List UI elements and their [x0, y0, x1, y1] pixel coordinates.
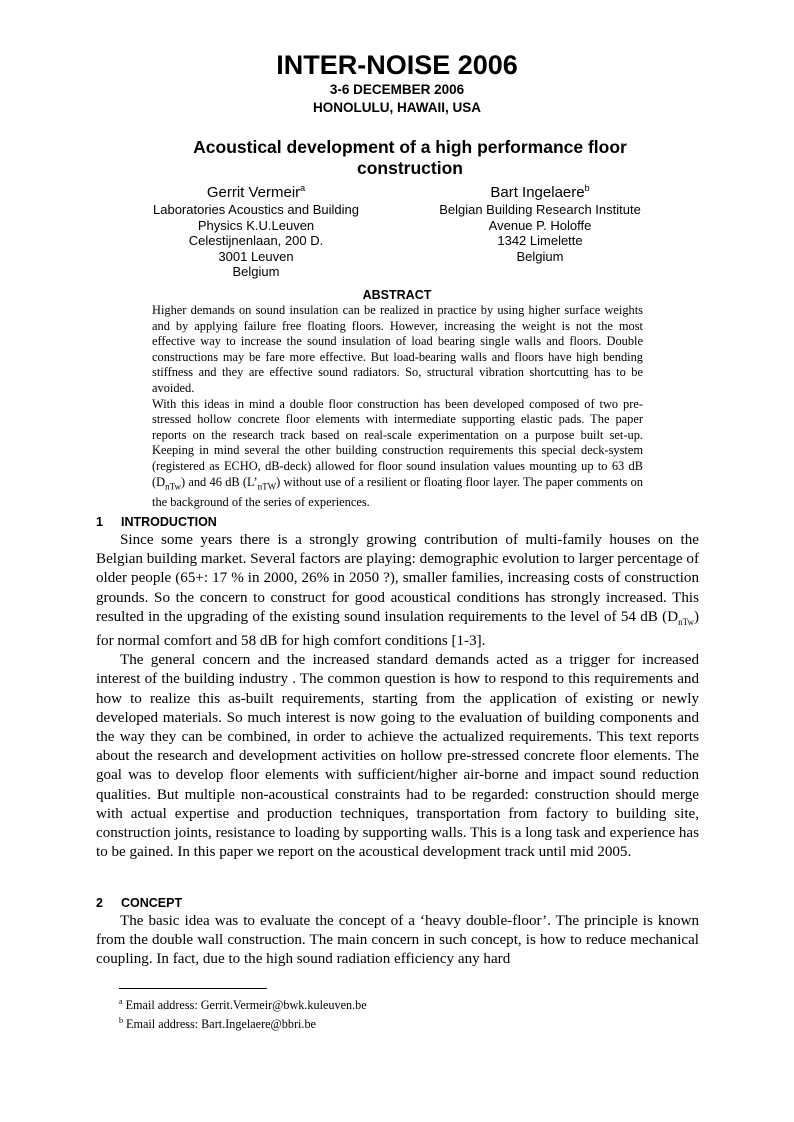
footnote-a: $^a$ Email address: Gerrit.Vermeir@bwk.kuleuven.be [119, 997, 367, 1013]
affiliation-line: Avenue P. Holoffe [488, 217, 592, 233]
abstract-heading: ABSTRACT [362, 288, 432, 302]
affiliation-line: Belgium [516, 248, 564, 264]
section-number: 2 [96, 896, 103, 910]
section-body-concept [96, 912, 699, 970]
author-name-2: Bart Ingelaere$^b$ [490, 183, 590, 201]
author-mark-1: a [300, 183, 306, 193]
section-number: 1 [96, 515, 103, 529]
affiliation-line: 3001 Leuven [218, 248, 294, 264]
footnote-b: $^b$ Email address: Bart.Ingelaere@bbri.be [119, 1016, 316, 1032]
section-heading-introduction [96, 515, 217, 530]
author-mark-2: b [584, 183, 590, 193]
abstract-body [152, 303, 643, 510]
affiliation-line: Belgian Building Research Institute [439, 202, 641, 217]
section-body-introduction [96, 531, 699, 862]
body-paragraph: The general concern and the increased standard demands acted as a trigger for increased interest of the building industry . The common question is how to respond to this requirements and how to realize this as-built requirements, starting from the application of existing or newly developed materials. So much interest is now going to the evaluation of building components and the way they can be combined, in order to achieve the actualized requirements. This text reports about the research and development activities on hollow pre-stressed concrete floor elements. The goal was to develop floor elements with sufficient/higher air-borne and impact sound reduction qualities. But multiple non-acoustical constraints had to be regarded: construction should merge with actual expertise and production techniques, transportation from factory to building site, construction joints, resistance to loading by supporting walls. This is a long task and experience has to be gained. In this paper we report on the acoustical development track until mid 2005. [96, 652, 699, 861]
affiliation-line: Belgium [232, 264, 280, 279]
abstract-paragraph-2: With this ideas in mind a double floor construction has been developed composed of two pre-stressed hollow concrete floor elements with intermediate supporting elastic pads. The paper reports on the research track based on real-scale experimentation on a purpose built set-up. Keeping in mind several the other building construction requirements this special deck-system (registered as ECHO, dB-deck) allowed for floor sound insulation values mounting up to 63 dB $(D_{nTw})$ and 46 dB $(L’_{nTW})$ without use of a resilient or floating floor layer. The paper comments on the background of the series of experiences. [152, 396, 643, 509]
affiliation-line: Laboratories Acoustics and Building [153, 202, 359, 217]
author-name-1: Gerrit Vermeir$^a$ [206, 183, 306, 201]
author-block-2 [425, 179, 655, 264]
section-title: INTRODUCTION [121, 515, 217, 529]
affiliation-line: Celestijnenlaan, 200 D. [188, 233, 324, 248]
body-paragraph: Since some years there is a strongly growing contribution of multi-family houses on the Belgian building market. Several factors are playing: demographic evolution to larger percentage of older people (65+: 17 % in 2000, 26% in 2050 ?), smaller families, increasing costs of construction grounds. So the concern to construct for good acoustical conditions has strongly increased. This resulted in the upgrading of the existing sound insulation requirements to the level of 54 dB $(D_{nTw})$ for normal comfort and 58 dB for high comfort conditions [1-3]. [96, 532, 699, 650]
conference-location: HONOLULU, HAWAII, USA [313, 100, 481, 115]
body-paragraph: The basic idea was to evaluate the concept of a ‘heavy double-floor’. The principle is known from the double wall construction. The main concern in such concept, is how to reduce mechanical coupling. In fact, due to the high sound radiation efficiency any hard [96, 913, 699, 968]
section-heading-concept [96, 896, 182, 911]
affiliation-line: 1342 Limelette [497, 233, 583, 248]
conference-title: INTER-NOISE 2006 [276, 50, 518, 80]
footnote-divider [119, 988, 267, 989]
footnotes [119, 994, 367, 1032]
author-block-1 [140, 179, 372, 280]
abstract-paragraph-1: Higher demands on sound insulation can be realized in practice by using higher surface weights and by applying failure free floating floors. However, increasing the weight is not the most effective way to increase the sound insulation of load bearing single walls and floors. Double constructions may be fare more effective. But load-bearing walls and floors have high bending stiffness and they are effective sound radiators. So, structural vibration shortcutting has to be avoided. [152, 303, 643, 395]
affiliation-line: Physics K.U.Leuven [197, 217, 315, 233]
conference-dates: 3-6 DECEMBER 2006 [329, 82, 465, 97]
paper-title: Acoustical development of a high performance floor construction [193, 137, 627, 178]
section-title: CONCEPT [121, 896, 183, 910]
